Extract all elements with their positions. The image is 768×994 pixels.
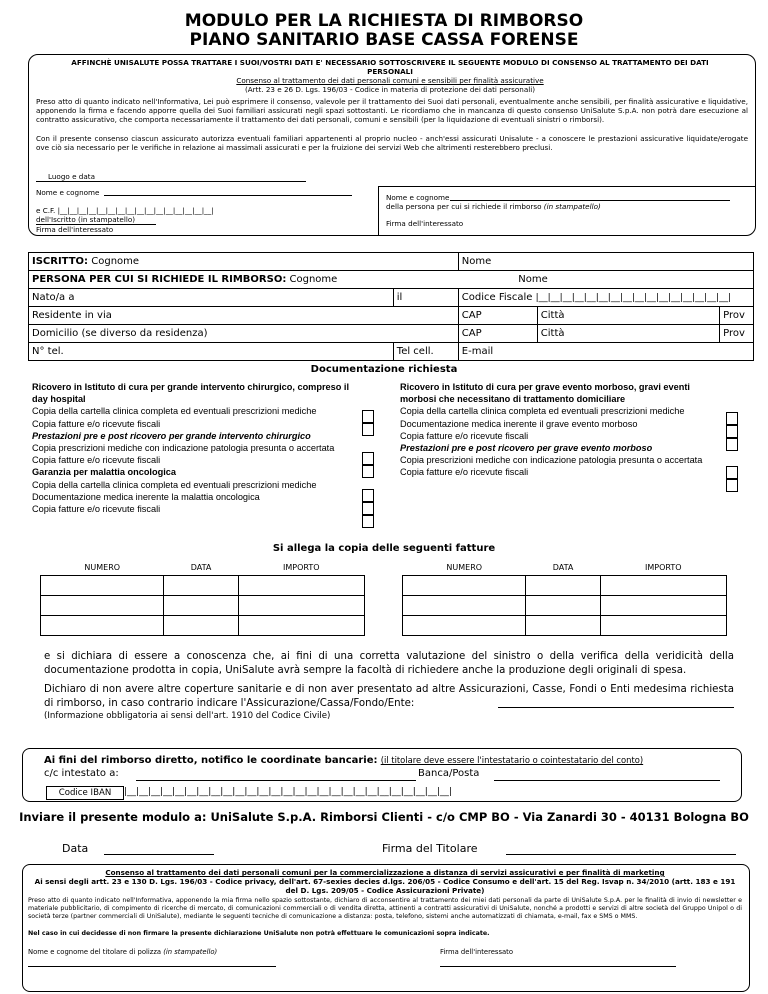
cap2-cell[interactable]: CAP: [458, 325, 537, 343]
nome-cognome-label: Nome e cognome: [36, 188, 100, 197]
doc-left-list: [32, 381, 372, 515]
personal-data-table: [28, 252, 754, 361]
bancarie-heading: Ai fini del rimborso diretto, notifico le coordinate bancarie: (il titolare deve essere l'intestatario o cointestatario del conto): [44, 755, 644, 766]
data-label: Data: [62, 842, 89, 855]
cf-label: e C.F. |__|__|__|__|__|__|__|__|__|__|__|__|__|__|__|__|: [36, 206, 214, 215]
marketing-title: Consenso al trattamento dei dati personali comuni per la commercializzazione a distanza di servizi assicurativi e per finalità di marketing: [105, 868, 665, 877]
checkbox-cartella-grave[interactable]: [726, 412, 738, 425]
persona-nome-cell[interactable]: Nome: [458, 271, 753, 289]
consent-heading: AFFINCHÈ UNISALUTE POSSA TRATTARE I SUOI/VOSTRI DATI E' NECESSARIO SOTTOSCRIVERE IL SEGUENTE MODULO DI CONSENSO AL TRATTAMENTO DEI DATI PERSONALI: [71, 58, 709, 77]
data-field[interactable]: [104, 854, 214, 855]
dichiarazione-1: e si dichiara di essere a conoscenza che, ai fini di una corretta valutazione del sinistro o della verifica della veridicità della documentazione prodotta in copia, UniSalute avrà sempre la facoltà di richiedere anche la produzione degli originali di spesa.: [44, 651, 734, 676]
doc-right-item: Prestazioni pre e post ricovero per grave evento morboso: [400, 443, 653, 454]
doc-left-item: Documentazione medica inerente la malattia oncologica: [32, 491, 260, 502]
form-subtitle: PIANO SANITARIO BASE CASSA FORENSE: [189, 30, 579, 50]
doc-left-item: Copia fatture e/o ricevute fiscali: [32, 504, 161, 515]
doc-left-item: Prestazioni pre e post ricovero per grande intervento chirurgico: [32, 430, 311, 441]
doc-left-item: Copia della cartella clinica completa ed eventuali prescrizioni mediche: [32, 479, 317, 490]
table-row: [403, 616, 727, 636]
checkbox-cartella-oncologica[interactable]: [362, 489, 374, 502]
table-row: [41, 616, 365, 636]
doc-right-item: Copia fatture e/o ricevute fiscali: [400, 430, 529, 441]
fatture-table-right: [402, 560, 727, 636]
iscritto-nome-cell[interactable]: Nome: [458, 253, 753, 271]
tel-cell[interactable]: N° tel.: [29, 343, 394, 361]
doc-left-item: day hospital: [32, 394, 86, 405]
doc-right-item: Ricovero in Istituto di cura per grave evento morboso, gravi eventi: [400, 382, 690, 392]
fatture-table-left: [40, 560, 365, 636]
il-cell[interactable]: il: [393, 289, 458, 307]
cc-field[interactable]: [136, 780, 416, 781]
email-cell[interactable]: E-mail: [458, 343, 753, 361]
consent-body-2: Con il presente consenso ciascun assicurato autorizza eventuali familiari appartenenti al proprio nucleo - anch'essi assicurati Unisalute - a conoscere le prestazioni assicurative liquidate/erogate ove ciò sia necessario per le verifiche in relazione ai massimali assicurati e per la fruizione dei servizi Web che altrimenti resterebbero preclusi.: [36, 134, 748, 153]
doc-left-item: Ricovero in Istituto di cura per grande intervento chirurgico, compreso il: [32, 382, 350, 392]
checkbox-doc-grave[interactable]: [726, 425, 738, 438]
prov-cell[interactable]: Prov: [720, 307, 754, 325]
nome-cognome-line[interactable]: [104, 195, 352, 196]
form-title: MODULO PER LA RICHIESTA DI RIMBORSO: [184, 11, 584, 31]
banca-field[interactable]: [494, 780, 720, 781]
doc-right-item: Copia prescrizioni mediche con indicazione patologia presunta o accertata: [400, 455, 703, 466]
table-row: [41, 576, 365, 596]
codice-fiscale-cell[interactable]: Codice Fiscale |__|__|__|__|__|__|__|__|__|__|__|__|__|__|__|__|: [458, 289, 753, 307]
checkbox-fatture-grave-pre-post[interactable]: [726, 479, 738, 492]
documentazione-title: Documentazione richiesta: [310, 364, 458, 375]
nome-titolare-label: Nome e cognome del titolare di polizza (in stampatello): [28, 948, 218, 956]
doc-right-item: Copia fatture e/o ricevute fiscali: [400, 467, 529, 478]
checkbox-prescrizioni-grande[interactable]: [362, 452, 374, 465]
checkbox-fatture-grande[interactable]: [362, 423, 374, 436]
marketing-body: Preso atto di quanto indicato nell'Informativa, apponendo la mia firma nello spazio sottostante, dichiaro di acconsentire al trattamento dei miei dati personali da parte di UniSalute S.p.A. per le finalità di invio di newsletter e materiale pubblicitario, di compimento di ricerche di mercato, di comunicazioni commerciali o di vendita diretta, attinenti a contratti assicurativi di UniSalute, nonché a prodotti e servizi di altre società del Gruppo Unipol o di società terze (partner commerciali di UniSalute), mediante le seguenti tecniche di comunicazione a distanza: posta, telefono, sistemi anche automatizzati di chiamata, e-mail, fax e SMS o MMS.: [28, 897, 742, 921]
doc-left-item: Garanzia per malattia oncologica: [32, 467, 176, 478]
checkbox-fatture-oncologica[interactable]: [362, 515, 374, 528]
cell-cell[interactable]: Tel cell.: [393, 343, 458, 361]
luogo-data-field[interactable]: Luogo e data: [36, 172, 306, 182]
checkbox-doc-oncologica[interactable]: [362, 502, 374, 515]
checkbox-prescrizioni-grave[interactable]: [726, 466, 738, 479]
checkbox-cartella-grande[interactable]: [362, 410, 374, 423]
firma-titolare-field[interactable]: [506, 854, 736, 855]
residente-cell[interactable]: Residente in via: [29, 307, 459, 325]
doc-right-list: [400, 381, 730, 479]
persona-cognome-cell[interactable]: PERSONA PER CUI SI RICHIEDE IL RIMBORSO: Cognome: [29, 271, 459, 289]
dichiarazione-3: (Informazione obbligatoria ai sensi dell'art. 1910 del Codice Civile): [44, 711, 331, 721]
col-importo: IMPORTO: [645, 563, 682, 572]
cf-boxes[interactable]: |__|__|__|__|__|__|__|__|__|__|__|__|__|__|__|__|: [57, 206, 214, 215]
table-row: [403, 596, 727, 616]
table-row: [41, 596, 365, 616]
firma-interessato-marketing-field[interactable]: [440, 966, 676, 967]
checkbox-fatture-grave[interactable]: [726, 438, 738, 451]
cap-cell[interactable]: CAP: [458, 307, 537, 325]
nome-cognome-2-line[interactable]: [450, 200, 730, 201]
iscritto-label: dell'Iscritto (in stampatello): [36, 215, 136, 224]
col-importo: IMPORTO: [283, 563, 320, 572]
domicilio-cell[interactable]: Domicilio (se diverso da residenza): [29, 325, 459, 343]
table-row: [403, 576, 727, 596]
checkbox-fatture-pre-post[interactable]: [362, 465, 374, 478]
col-data: DATA: [190, 563, 212, 572]
doc-left-item: Copia della cartella clinica completa ed eventuali prescrizioni mediche: [32, 406, 317, 417]
consent-body-1: Preso atto di quanto indicato nell'Informativa, Lei può esprimere il consenso, valevole per il trattamento dei Suoi dati personali, eventualmente anche sensibili, per finalità assicurative e liquidative, apponendo la firma e facendo apporre quella dei Suoi familiari assicurati negli spazi sottostanti. Le ricordiamo che in mancanza di questo consenso UniSalute S.p.A. non potrà dare esecuzione al contratto assicurativo, che comporta necessariamente il trattamento dei dati personali, comuni e sensibili (per la liquidazione di eventuali sinistri o rimborsi).: [36, 97, 748, 125]
nome-titolare-field[interactable]: [28, 966, 276, 967]
col-numero: NUMERO: [84, 563, 121, 572]
dichiarazione-2: Dichiaro di non avere altre coperture sanitarie e di non aver presentato ad altre Assicurazioni, Casse, Fondi o Enti medesima richiesta di rimborso, in caso contrario indicare l'Assicurazione/Cassa/Fondo/Ente:: [44, 684, 734, 709]
nome-cognome-2-label: Nome e cognome: [386, 193, 450, 202]
doc-right-item: Copia della cartella clinica completa ed eventuali prescrizioni mediche: [400, 406, 685, 417]
consent-subheading: Consenso al trattamento dei dati personali comuni e sensibili per finalità assicurative: [236, 76, 544, 85]
cc-label: c/c intestato a:: [44, 768, 119, 779]
consent-law: (Artt. 23 e 26 D. Lgs. 196/03 - Codice in materia di protezione dei dati personali): [244, 85, 536, 94]
doc-left-item: Copia fatture e/o ricevute fiscali: [32, 418, 161, 429]
prov2-cell[interactable]: Prov: [720, 325, 754, 343]
iscritto-cognome-cell[interactable]: ISCRITTO: Cognome: [29, 253, 459, 271]
fatture-title: Si allega la copia delle seguenti fatture: [272, 543, 496, 554]
nato-cell[interactable]: Nato/a a: [29, 289, 394, 307]
banca-label: Banca/Posta: [418, 768, 480, 779]
invio-address: Inviare il presente modulo a: UniSalute S.p.A. Rimborsi Clienti - c/o CMP BO - Via Zanardi 30 - 40131 Bologna BO: [19, 810, 749, 824]
marketing-warning: Nel caso in cui decidesse di non firmare la presente dichiarazione UniSalute non potrà effettuare le comunicazioni sopra indicate.: [28, 930, 490, 937]
marketing-law: Ai sensi degli artt. 23 e 130 D. Lgs. 196/03 - Codice privacy, dell'art. 67-sexies decies d.lgs. 206/05 - Codice Consumo e dell'art. 15 del Reg. Isvap n. 34/2010 (artt. 183 e 191 del D. Lgs. 209/05 - Codice Assicurazioni Private): [34, 877, 736, 896]
doc-left-item: Copia fatture e/o ricevute fiscali: [32, 455, 161, 466]
firma-titolare-label: Firma del Titolare: [382, 842, 478, 855]
iban-boxes[interactable]: |__|__|__|__|__|__|__|__|__|__|__|__|__|__|__|__|__|__|__|__|__|__|__|__|__|__|__|: [124, 787, 452, 797]
ente-field[interactable]: [498, 707, 734, 708]
doc-left-item: Copia prescrizioni mediche con indicazione patologia presunta o accertata: [32, 443, 335, 454]
citta2-cell[interactable]: Città: [537, 325, 719, 343]
citta-cell[interactable]: Città: [537, 307, 719, 325]
doc-right-item: Documentazione medica inerente il grave evento morboso: [400, 418, 638, 429]
firma-interessato-right[interactable]: Firma dell'interessato: [386, 219, 464, 228]
iban-label: Codice IBAN: [46, 786, 124, 800]
doc-right-item: morbosi che necessitano di trattamento domiciliare: [400, 394, 626, 405]
persona-label: della persona per cui si richiede il rimborso (in stampatello): [386, 202, 601, 211]
col-data: DATA: [552, 563, 574, 572]
firma-interessato-marketing-label: Firma dell'interessato: [440, 948, 514, 956]
col-numero: NUMERO: [446, 563, 483, 572]
firma-interessato-left[interactable]: Firma dell'interessato: [36, 224, 156, 234]
